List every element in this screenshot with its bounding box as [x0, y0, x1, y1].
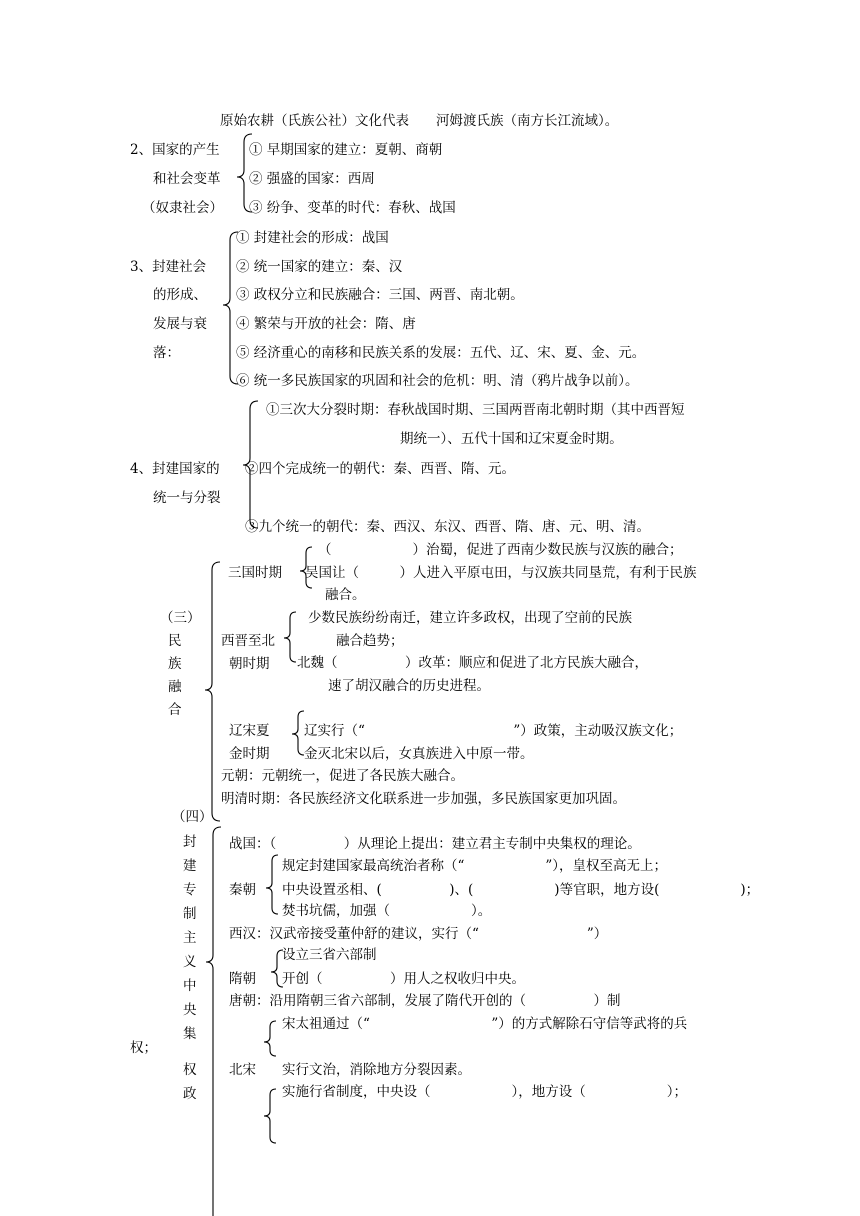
zhuanzhi-label: 政 — [183, 1086, 197, 1102]
s2-item: ② 强盛的国家：西周 — [249, 171, 375, 187]
zhanguo-line: 战国：（ ）从理论上提出：建立君主专制中央集权的理论。 — [229, 836, 641, 852]
sui-line: 设立三省六部制 — [282, 947, 377, 963]
xijin-label: 朝时期 — [229, 656, 270, 672]
bracket-song — [264, 1021, 276, 1056]
bracket-s-zhuanzhi — [206, 827, 221, 1216]
sanguo-label: 三国时期 — [228, 565, 282, 581]
s3-label: 落： — [153, 345, 180, 361]
s4-item2: ②四个完成统一的朝代：秦、西晋、隋、元。 — [245, 461, 515, 477]
sanguo-line: 吴国让（ ）人进入平原屯田，与汉族共同垦荒，有利于民族 — [305, 565, 697, 581]
bracket-liao — [292, 711, 304, 755]
s3-item: ⑤ 经济重心的南移和民族关系的发展：五代、辽、宋、夏、金、元。 — [236, 345, 646, 361]
s4-item3: ③九个统一的朝代：秦、西汉、东汉、西晋、隋、唐、元、明、清。 — [245, 519, 650, 535]
xijin-label: 西晋至北 — [221, 633, 275, 649]
sui-label: 隋朝 — [229, 971, 256, 987]
s3-item: ③ 政权分立和民族融合：三国、两晋、南北朝。 — [236, 287, 524, 303]
sanguo-line: （ ）治蜀，促进了西南少数民族与汉族的融合； — [318, 542, 683, 558]
s4-label: 4、封建国家的 — [130, 461, 220, 477]
zhuanzhi-label: （四） — [172, 809, 213, 825]
xihan-line: 西汉：汉武帝接受董仲舒的建议，实行（“ ”） — [229, 926, 608, 942]
zhuanzhi-label: 制 — [183, 906, 197, 922]
s2-label: （奴隶社会） — [142, 200, 223, 216]
bracket-s-ronghe — [205, 562, 220, 821]
s3-item: ④ 繁荣与开放的社会：隋、唐 — [236, 316, 416, 332]
bracket-yuan — [264, 1089, 276, 1143]
zhuanzhi-label: 中 — [183, 978, 197, 994]
s2-item: ① 早期国家的建立：夏朝、商朝 — [249, 142, 443, 158]
ronghe-label: （三） — [160, 610, 201, 626]
zhuanzhi-label: 专 — [183, 882, 197, 898]
ronghe-label: 融 — [168, 679, 182, 695]
qin-line: 焚书坑儒，加强（ ）。 — [282, 903, 492, 919]
liao-label: 金时期 — [229, 746, 270, 762]
zhuanzhi-label: 封 — [183, 834, 197, 850]
sui-line: 开创（ ）用人之权收归中央。 — [282, 971, 525, 987]
bracket-xijin — [284, 612, 296, 662]
yuan-zhuanzhi-line: 实施行省制度，中央设（ ），地方设（ ）； — [282, 1084, 687, 1100]
zhuanzhi-label: 权 — [183, 1062, 197, 1078]
sanguo-line: 融合。 — [325, 587, 366, 603]
s2-label: 2、国家的产生 — [130, 142, 220, 158]
liao-label: 辽宋夏 — [229, 723, 270, 739]
tang-line: 唐朝：沿用隋朝三省六部制，发展了隋代开创的（ ）制 — [229, 993, 621, 1009]
s4-label: 统一与分裂 — [153, 490, 221, 506]
song-line: 实行文治，消除地方分裂因素。 — [282, 1062, 471, 1078]
s3-label: 发展与衰 — [153, 316, 207, 332]
s3-item: ② 统一国家的建立：秦、汉 — [236, 259, 403, 275]
zhuanzhi-label: 央 — [183, 1002, 197, 1018]
s3-label: 的形成、 — [153, 287, 207, 303]
liao-line: 辽实行（“ ”）政策，主动吸汉族文化； — [304, 723, 683, 739]
zhuanzhi-label: 集 — [183, 1026, 197, 1042]
ronghe-label: 族 — [168, 656, 182, 672]
xijin-line: 融合趋势； — [336, 633, 404, 649]
liao-line: 金灭北宋以后，女真族进入中原一带。 — [304, 746, 534, 762]
s4-item1-cont: 期统一）、五代十国和辽宋夏金时期。 — [400, 431, 623, 447]
song-line: 宋太祖通过（“ ”）的方式解除石守信等武将的兵 — [282, 1016, 688, 1032]
s3-item: ① 封建社会的形成：战国 — [236, 230, 389, 246]
yuan-line: 元朝：元朝统一，促进了各民族大融合。 — [221, 768, 464, 784]
s3-label: 3、封建社会 — [130, 259, 207, 275]
xijin-line: 少数民族纷纷南迁，建立许多政权，出现了空前的民族 — [308, 610, 632, 626]
s2-item: ③ 纷争、变革的时代：春秋、战国 — [249, 200, 456, 216]
zhuanzhi-label: 主 — [183, 930, 197, 946]
s4-item1: ①三次大分裂时期：春秋战国时期、三国两晋南北朝时期（其中西晋短 — [266, 402, 685, 418]
s3-item: ⑥ 统一多民族国家的巩固和社会的危机：明、清（鸦片战争以前）。 — [236, 373, 639, 389]
qin-label: 秦朝 — [229, 882, 256, 898]
zhuanzhi-side-label: 权； — [130, 1040, 157, 1056]
ronghe-label: 民 — [168, 633, 182, 649]
zhuanzhi-label: 建 — [183, 858, 197, 874]
xijin-line: 北魏（ ）改革：顺应和促进了北方民族大融合， — [297, 655, 648, 671]
ronghe-label: 合 — [168, 702, 182, 718]
qin-line: 中央设置丞相、( )、( )等官职，地方设( )； — [282, 882, 760, 898]
song-label: 北宋 — [229, 1062, 256, 1078]
zhuanzhi-label: 义 — [183, 954, 197, 970]
mingqing-line: 明清时期：各民族经济文化联系进一步加强，多民族国家更加巩固。 — [221, 791, 626, 807]
line-top: 原始农耕（氏族公社）文化代表 河姆渡氏族（南方长江流域）。 — [220, 113, 619, 129]
s2-label: 和社会变革 — [153, 171, 221, 187]
xijin-line: 速了胡汉融合的历史进程。 — [328, 678, 490, 694]
bracket-qin — [266, 855, 278, 914]
qin-line: 规定封建国家最高统治者称（“ ”），皇权至高无上； — [282, 858, 668, 874]
